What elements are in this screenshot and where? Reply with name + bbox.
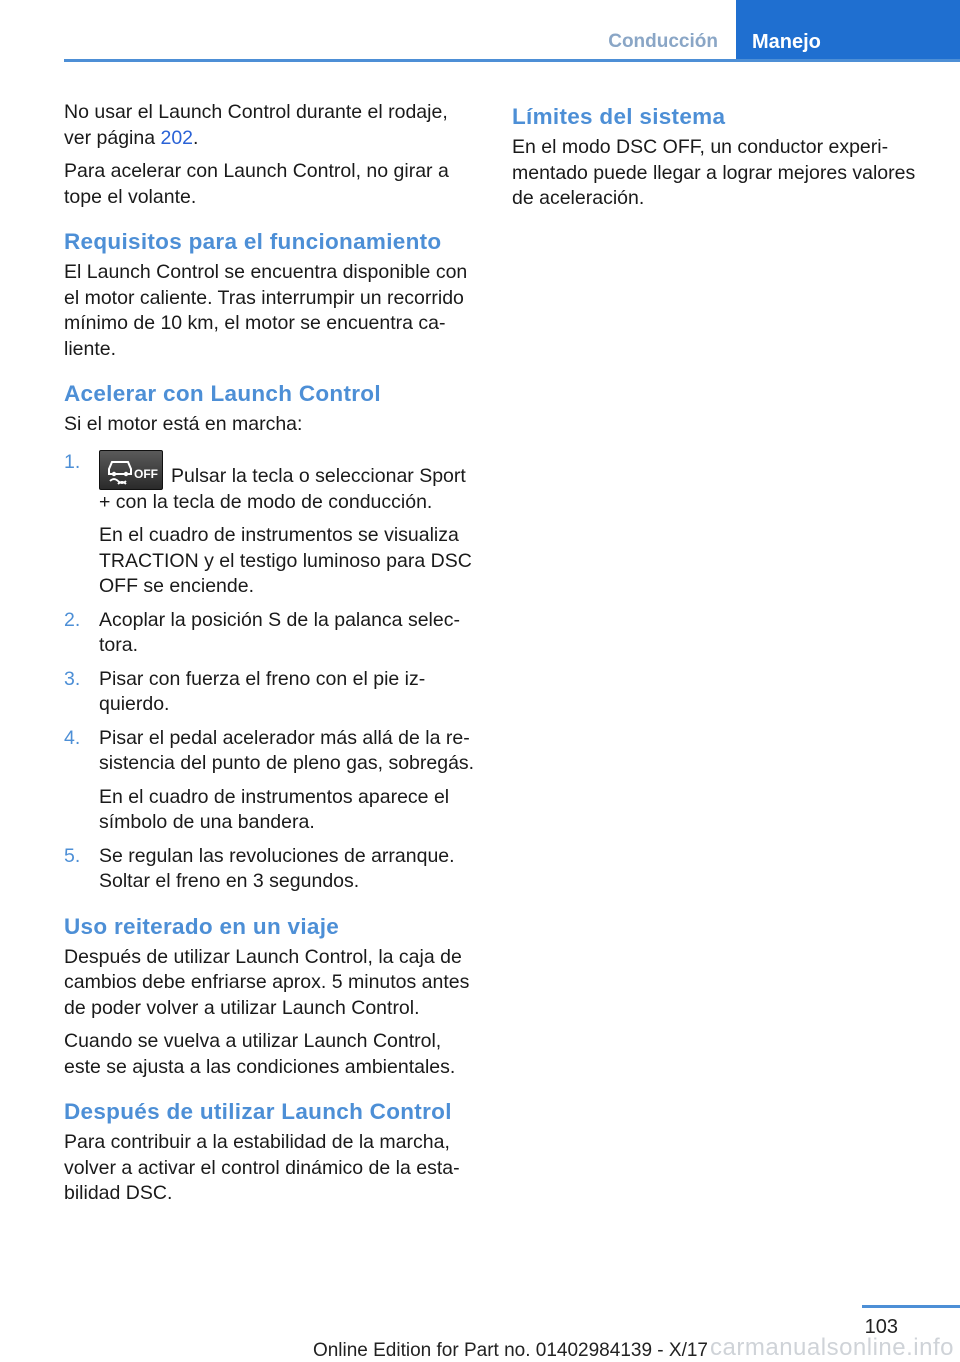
step-4: 4. Pisar el pedal acelerador más allá de la resistencia del punto de pleno gas, sobregás. En el cuadro de instrumentos aparece el símbolo de una bandera. (64, 726, 480, 836)
step-3: 3. Pisar con fuerza el freno con el pie izquierdo. (64, 667, 480, 718)
step-4-note: En el cuadro de instrumentos aparece el símbolo de una bandera. (99, 785, 450, 833)
step-3-text: Pisar con fuerza el freno con el pie izquierdo. (99, 667, 426, 715)
edition-text: Online Edition for Part no. 01402984139 - X/17 (312, 1340, 708, 1361)
step-1: 1. OFF Pulsar la tecla o seleccionar Sport + con la tecla de modo de conducción. En el cuadro de instrumentos se visualiza TRACTION y el testigo luminoso para DSC OFF se enciende. (64, 450, 480, 600)
repeated-paragraph-2: Cuando se vuelva a utilizar Launch Control, este se ajusta a las condiciones ambientales. (64, 1030, 456, 1078)
intro-paragraph-1: No usar el Launch Control durante el rodaje, ver página 202. (64, 101, 448, 149)
step-2: 2. Acoplar la posición S de la palanca selectora. (64, 608, 480, 659)
page-link[interactable]: 202 (160, 126, 194, 149)
watermark: carmanualsonline.info (710, 1334, 954, 1361)
step-5: 5. Se regulan las revoluciones de arranque. Soltar el freno en 3 segundos. (64, 844, 480, 895)
heading-limits: Límites del sistema (512, 104, 726, 129)
footer-rule (862, 1305, 960, 1308)
header-rule (64, 59, 960, 62)
section-tab[interactable]: Conducción (608, 31, 718, 52)
page-header (64, 0, 960, 62)
right-column (512, 100, 928, 220)
page-number: 103 (864, 1316, 898, 1338)
steps-list (64, 450, 480, 895)
step-4-text: Pisar el pedal acelerador más allá de la resistencia del punto de pleno gas, sobregás. (99, 726, 475, 774)
step-5-text: Se regulan las revoluciones de arranque. Soltar el freno en 3 segundos. (99, 844, 455, 892)
accelerate-lead: Si el motor está en marcha: (64, 413, 303, 435)
chapter-tab[interactable]: Manejo (736, 0, 960, 62)
heading-requirements: Requisitos para el funcionamiento (64, 229, 442, 254)
step-2-text: Acoplar la posición S de la palanca selectora. (99, 608, 460, 656)
after-text: Para contribuir a la estabilidad de la marcha, volver a activar el control dinámico de la estabilidad DSC. (64, 1131, 460, 1204)
heading-accelerate: Acelerar con Launch Control (64, 381, 381, 406)
step-1-text: Pulsar la tecla o seleccionar Sport + con la tecla de modo de conducción. (99, 464, 466, 513)
dsc-off-button-icon: OFF (99, 450, 163, 490)
intro-paragraph-2: Para acelerar con Launch Control, no girar a tope el volante. (64, 160, 449, 208)
heading-repeated: Uso reiterado en un viaje (64, 913, 340, 939)
heading-after: Después de utilizar Launch Control (64, 1099, 452, 1124)
step-1-note: En el cuadro de instrumentos se visualiza TRACTION y el testigo luminoso para DSC OFF se enciende. (99, 524, 472, 597)
left-column (64, 100, 480, 1215)
car-skid-icon (104, 455, 138, 485)
repeated-paragraph-1: Después de utilizar Launch Control, la caja de cambios debe enfriarse aprox. 5 minutos antes de poder volver a utilizar Launch Control. (64, 945, 470, 1019)
requirements-text: El Launch Control se encuentra disponible con el motor caliente. Tras interrumpir un recorrido mínimo de 10 km, el motor se encuentra caliente. (64, 261, 468, 360)
limits-text: En el modo DSC OFF, un conductor experimentado puede llegar a lograr mejores valores de aceleración. (512, 136, 916, 209)
